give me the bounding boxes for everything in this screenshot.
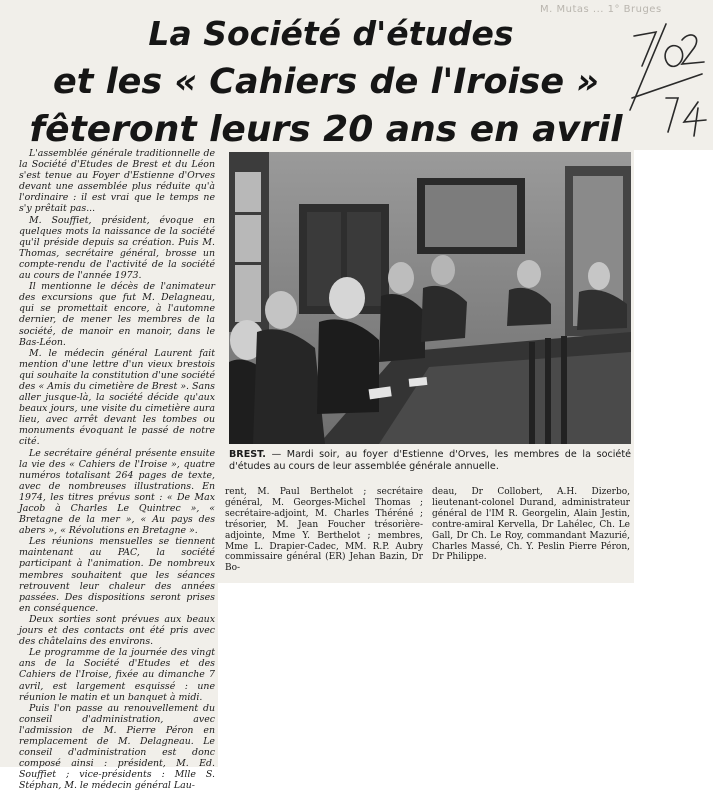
bleed-through-text: M. Mutas ... 1° Bruges bbox=[540, 4, 662, 15]
paragraph: Le programme de la journée des vingt ans de la Société d'Etudes et des Cahiers de l'Iroise, fixée au dimanche 7 avril, est largement esquissé : une réunion le matin et un banquet à midi. bbox=[19, 647, 215, 703]
meeting-photo-image bbox=[229, 152, 631, 444]
paragraph: deau, Dr Collobert, A.H. Dizerbo, lieutenant-colonel Durand, administrateur général de l'IM R. Georgelin, Alain Jestin, contre-amiral Kervella, Dr Lahélec, Ch. Le Gall, Dr Ch. Le Roy, commandant Mazurié, Charles Massé, Ch. Y. Peslin Pierre Péron, Dr Philippe. bbox=[432, 487, 630, 563]
handwritten-date bbox=[622, 18, 712, 138]
meeting-photo bbox=[229, 152, 631, 444]
handwritten-date-mark bbox=[622, 18, 712, 138]
article-column-3 bbox=[432, 487, 630, 563]
headline bbox=[16, 10, 636, 154]
paragraph: Il mentionne le décès de l'animateur des excursions que fut M. Delagneau, qui se promettait encore, à l'automne dernier, de mener les membres de la société, de manoir en manoir, dans le Bas-Léon. bbox=[19, 281, 215, 348]
caption-text: — Mardi soir, au foyer d'Estienne d'Orves, les membres de la société d'études au cours de leur assemblée générale annuelle. bbox=[229, 449, 631, 472]
paragraph: Puis l'on passe au renouvellement du conseil d'administration, avec l'admission de M. Pierre Péron en remplacement de M. Delagneau. Le conseil d'administration est donc composé ainsi : président, M. Ed. Souffiet ; vice-présidents : Mlle S. Stéphan, M. le médecin général Lau- bbox=[19, 702, 215, 791]
caption-lead: BREST. bbox=[229, 449, 266, 460]
headline-line-3: fêteront leurs 20 ans en avril bbox=[29, 109, 623, 150]
paragraph: rent, M. Paul Berthelot ; secrétaire général, M. Georges-Michel Thomas ; secrétaire-adjoint, M. Charles Théréné ; trésorier, M. Jean Foucher trésorière-adjointe, Mme Y. Berthelot ; membres, Mme L. Drapier-Cadec, MM. R.P. Aubry commissaire général (ER) Jehan Bazin, Dr Bo- bbox=[225, 487, 423, 574]
paragraph: L'assemblée générale traditionnelle de la Société d'Etudes de Brest et du Léon s'est tenue au Foyer d'Estienne d'Orves devant une assemblée plus réduite qu'à l'ordinaire : il est vrai que le temps ne s'y prêtait pas... bbox=[19, 148, 215, 215]
blank-area bbox=[218, 583, 713, 767]
paragraph: Deux sorties sont prévues aux beaux jours et des contacts ont été pris avec des châtelains des environs. bbox=[19, 613, 215, 648]
blank-margin bbox=[634, 150, 713, 583]
paragraph: M. le médecin général Laurent fait mention d'une lettre d'un vieux brestois qui souhaite la constitution d'une société des « Amis du cimetière de Brest ». Sans aller jusque-là, la société décide qu'aux beaux jours, une visite du cimetière aura lieu, avec arrêt devant les tombes ou monuments évoquant le passé de notre cité. bbox=[19, 347, 215, 448]
headline-line-2: et les « Cahiers de l'Iroise » bbox=[52, 62, 600, 102]
photo-caption bbox=[229, 449, 631, 472]
paragraph: Le secrétaire général présente ensuite la vie des « Cahiers de l'Iroise », quatre numéros totalisant 264 pages de texte, avec de nombreuses illustrations. En 1974, les titres prévus sont : « De Max Jacob à Charles Le Quintrec », « Bretagne de la mer », « Au pays des abers », « Révolutions en Bretagne ». bbox=[19, 447, 215, 537]
paragraph: M. Souffiet, président, évoque en quelques mots la naissance de la société qu'il préside depuis sa création. Puis M. Thomas, secrétaire général, brosse un compte-rendu de l'activité de la société au cours de l'année 1973. bbox=[19, 214, 215, 282]
headline-line-1: La Société d'études bbox=[148, 14, 514, 53]
paragraph: Les réunions mensuelles se tiennent maintenant au PAC, la société participant à l'animation. De nombreux membres souhaitent que les séances retrouvent leur chaleur des années passées. Des dispositions seront prises en conséquence. bbox=[19, 536, 215, 614]
article-column-2 bbox=[225, 487, 423, 574]
article-column-1 bbox=[19, 148, 215, 791]
